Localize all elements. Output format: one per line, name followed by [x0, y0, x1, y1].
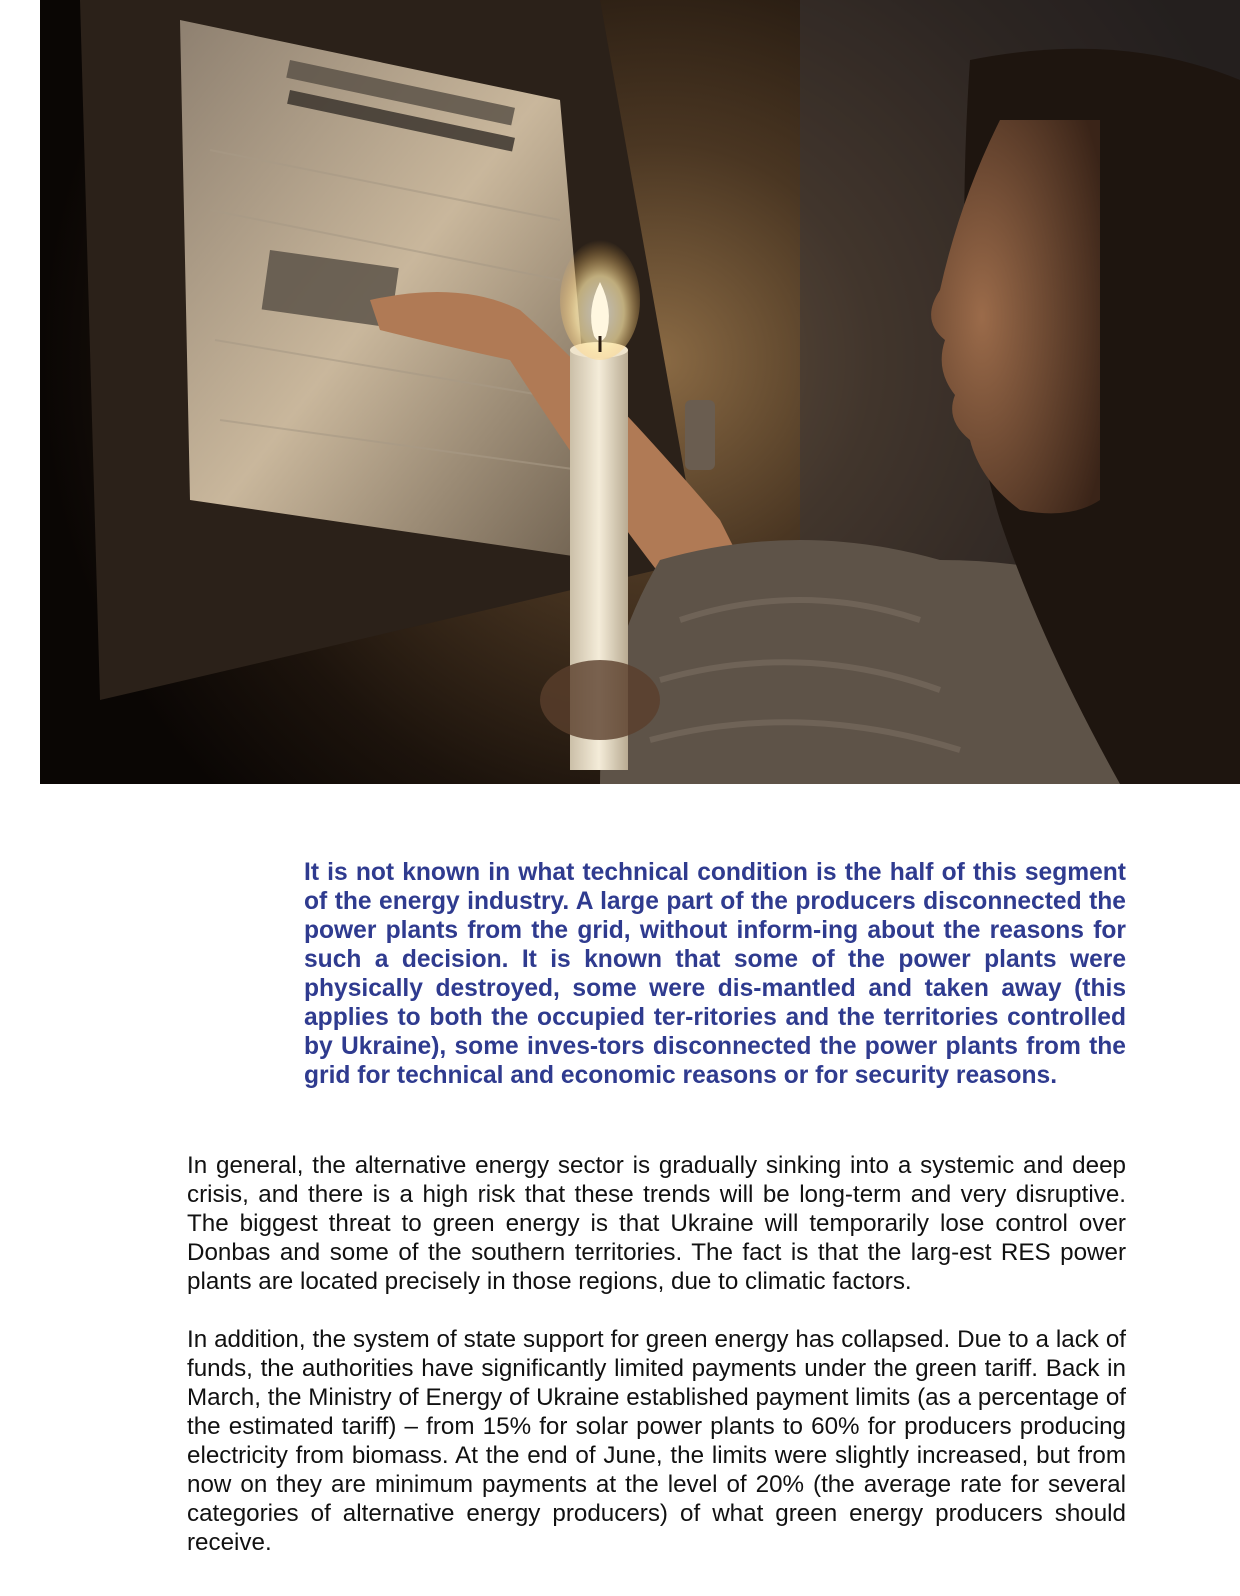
body-paragraph-1: In general, the alternative energy sector is gradually sinking into a systemic and deep crisis, and there is a high risk that these trends will be long-term and very disruptive. The biggest threat to green energy is that Ukraine will temporarily lose control over Donbas and some of the southern territories. The fact is that the larg-est RES power plants are located precisely in those regions, due to climatic factors. — [187, 1152, 1126, 1295]
hero-photo — [40, 0, 1240, 784]
body-paragraph-2: In addition, the system of state support for green energy has collapsed. Due to a lack of funds, the authorities have significantly limited payments under the green tariff. Back in March, the Ministry of Energy of Ukraine established payment limits (as a percentage of the estimated tariff) – from 15% for solar power plants to 60% for producers producing electricity from biomass. At the end of June, the limits were slightly increased, but from now on they are minimum payments at the level of 20% (the average rate for several categories of alternative energy producers) of what green energy producers should receive. — [187, 1326, 1126, 1556]
pull-quote: It is not known in what technical condition is the half of this segment of the energy industry. A large part of the producers disconnected the power plants from the grid, without inform-ing about the reasons for such a decision. It is known that some of the power plants were physically destroyed, some were dis-mantled and taken away (this applies to both the occupied ter-ritories and the territories controlled by Ukraine), some inves-tors disconnected the power plants from the grid for technical and economic reasons or for security reasons. — [304, 859, 1126, 1089]
photo-illustration — [40, 0, 1240, 784]
